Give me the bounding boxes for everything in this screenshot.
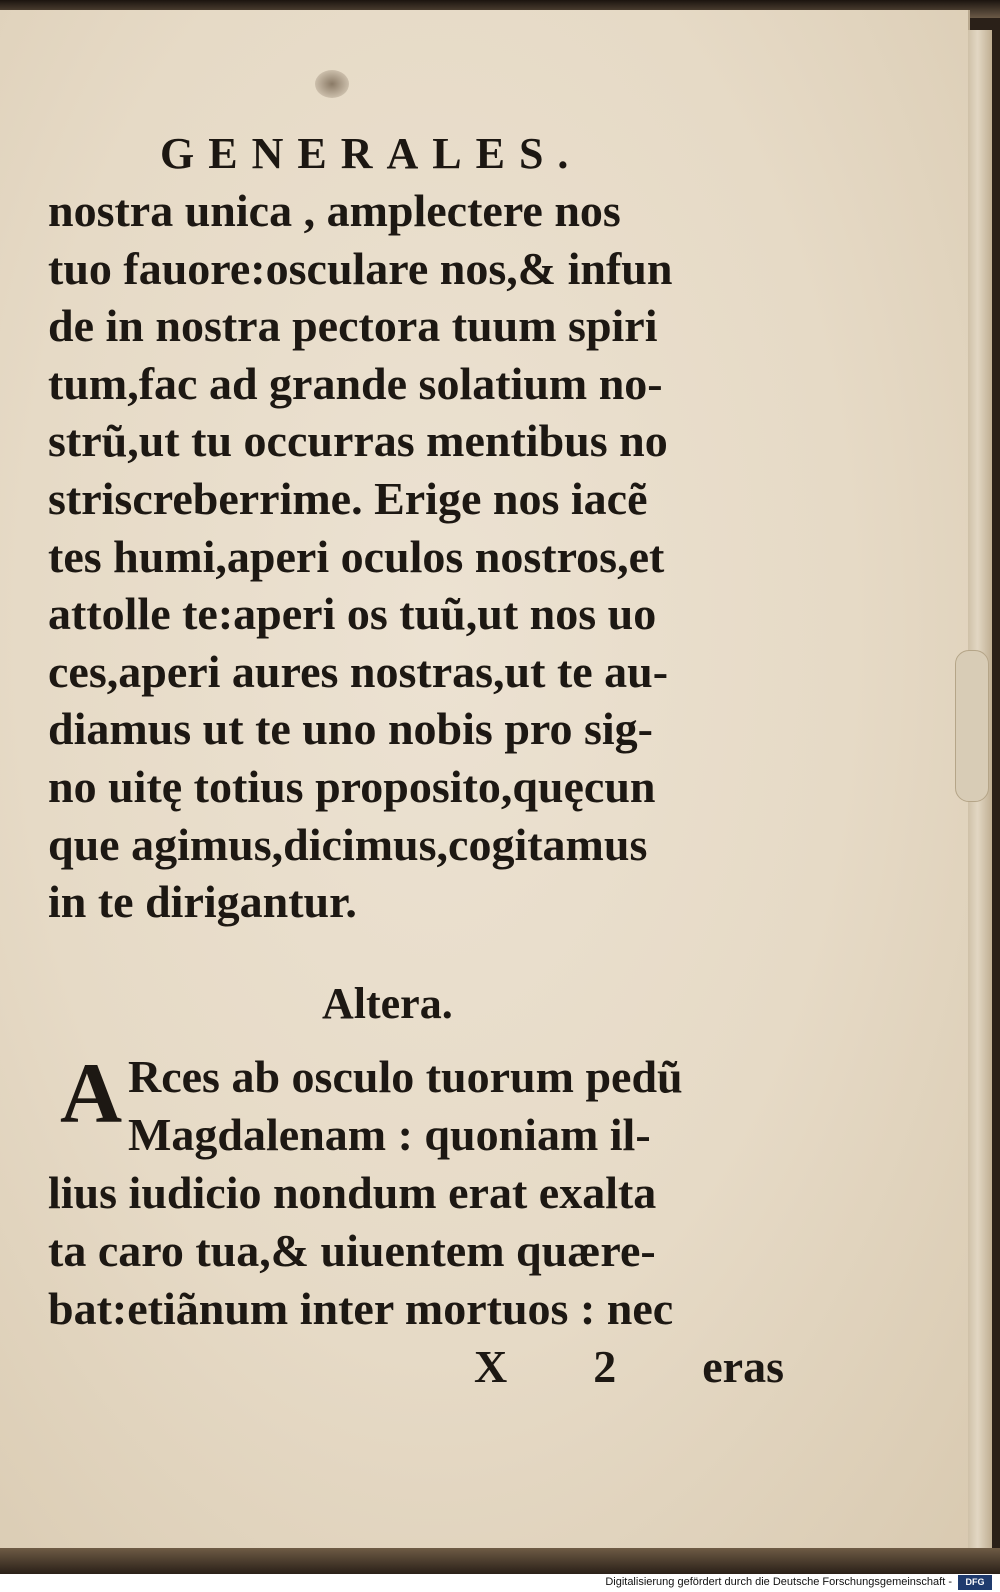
text-line: tes humi,aperi oculos nostros,et [48, 530, 665, 582]
dfg-logo-icon: DFG [958, 1575, 992, 1590]
ink-blot [315, 70, 349, 98]
text-line: ta caro tua,& uiuentem quære- [48, 1225, 656, 1276]
text-line: diamus ut te uno nobis pro sig- [48, 703, 653, 755]
text-line: de in nostra pectora tuum spiri [48, 300, 658, 352]
drop-initial: A [60, 1045, 123, 1141]
paragraph-2 [48, 1045, 788, 1338]
text-line: strũ,ut tu occurras mentibus no [48, 415, 668, 467]
text-line: no uitę totius proposito,quęcun [48, 760, 656, 812]
digitization-footer [0, 1574, 1000, 1592]
signature-number: 2 [593, 1341, 617, 1392]
text-line: lius iudicio nondum erat exalta [48, 1167, 657, 1218]
section-heading: Altera. [322, 979, 453, 1028]
text-line: attolle te:aperi os tuũ,ut nos uo [48, 588, 657, 640]
running-head: GENERALES. [160, 129, 583, 178]
text-line: in te dirigantur. [48, 876, 357, 928]
catchword: eras [702, 1341, 784, 1392]
text-line: tuo fauore:osculare nos,& infun [48, 242, 673, 294]
text-line: que agimus,dicimus,cogitamus [48, 818, 648, 870]
text-line: nostra unica , amplectere nos [48, 185, 621, 236]
page-tab [955, 650, 989, 802]
paragraph-1 [48, 182, 783, 931]
signature-line [474, 1340, 784, 1393]
text-line: bat:etiãnum inter mortuos : nec [48, 1283, 674, 1334]
text-line: tum,fac ad grande solatium no- [48, 357, 663, 409]
signature-mark: X [474, 1341, 508, 1392]
text-line: Magdalenam : quoniam il- [128, 1109, 651, 1160]
footer-credit: Digitalisierung gefördert durch die Deutsche Forschungsgemeinschaft - [605, 1576, 952, 1588]
scan-bottom-border [0, 1548, 1000, 1574]
text-line: ces,aperi aures nostras,ut te au- [48, 645, 669, 697]
text-line: striscreberrime. Erige nos iacẽ [48, 472, 648, 524]
book-page [0, 10, 970, 1558]
text-line: Rces ab osculo tuorum pedũ [128, 1051, 683, 1102]
